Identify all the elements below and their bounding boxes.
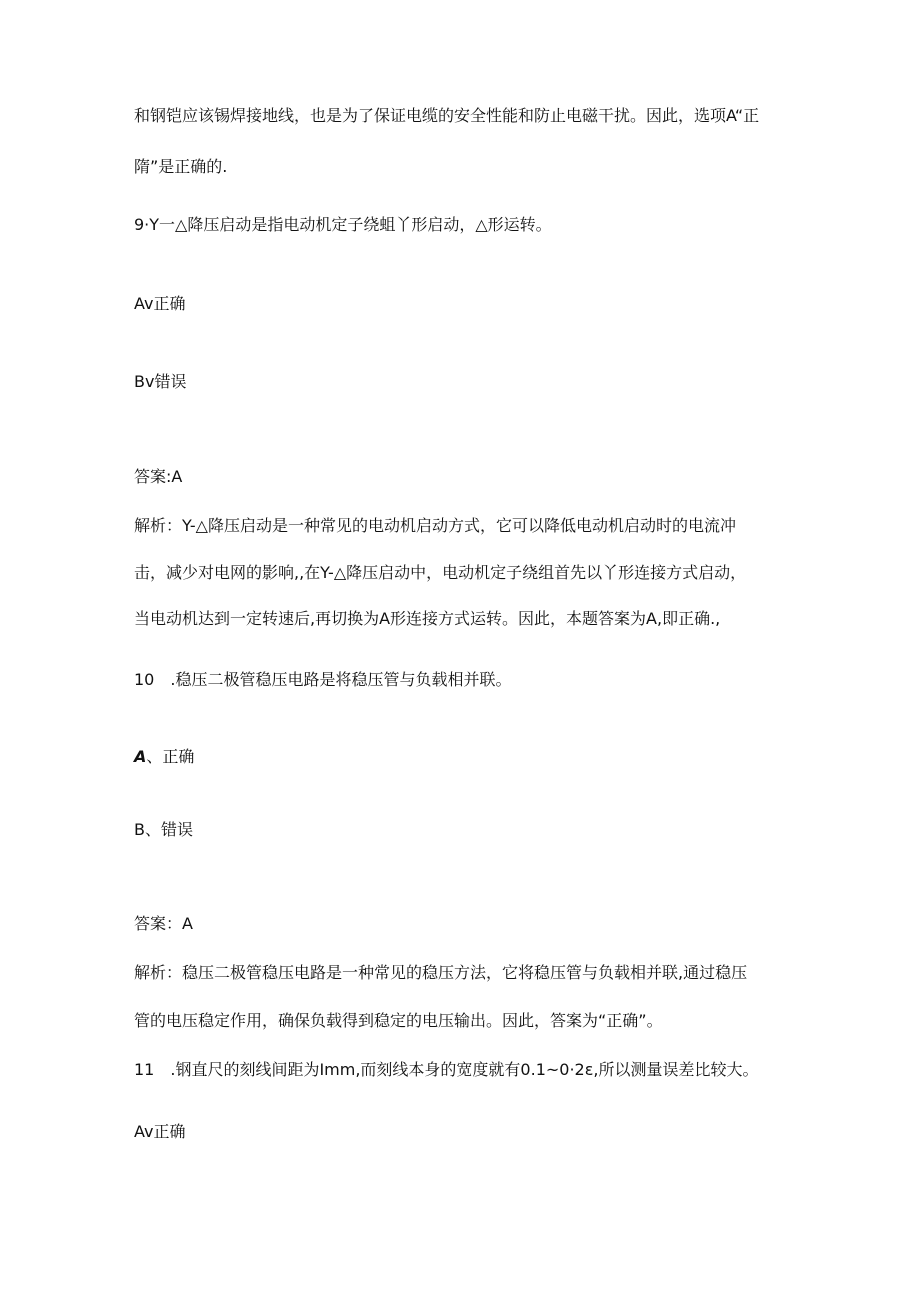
analysis-line: 解析：稳压二极管稳压电路是一种常见的稳压方法，它将稳压管与负载相并联,通过稳压 [134,963,748,982]
text-line: 和钢铠应该锡焊接地线，也是为了保证电缆的安全性能和防止电磁干扰。因此，选项A“正 [134,106,760,125]
analysis-line: 解析：Y-△降压启动是一种常见的电动机启动方式，它可以降低电动机启动时的电流冲 [134,516,736,535]
option-b: Bv错误 [134,372,187,391]
question-10: 10 .稳压二极管稳压电路是将稳压管与负载相并联。 [134,670,512,689]
option-a: Av正确 [134,1122,186,1141]
answer: 答案:A [134,467,183,486]
analysis-line: 击，减少对电网的影响,,在Y-△降压启动中，电动机定子绕组首先以丫形连接方式启动， [134,563,747,582]
text-line: 隋”是正确的. [134,157,228,176]
option-letter: A [134,747,147,766]
answer: 答案：A [134,914,193,933]
option-a: Av正确 [134,294,186,313]
option-b: B、错误 [134,820,193,839]
analysis-line: 管的电压稳定作用，确保负载得到稳定的电压输出。因此，答案为“正确”。 [134,1011,663,1030]
option-a [134,747,194,767]
option-text: 、正确 [146,747,195,766]
question-9: 9·Y一△降压启动是指电动机定子绕蛆丫形启动，△形运转。 [134,215,552,234]
question-11: 11 .钢直尺的刻线间距为Imm,而刻线本身的宽度就有0.1~0·2ε,所以测量误差比较大。 [134,1060,759,1079]
analysis-line: 当电动机达到一定转速后,再切换为A形连接方式运转。因此，本题答案为A,即正确., [134,609,721,628]
